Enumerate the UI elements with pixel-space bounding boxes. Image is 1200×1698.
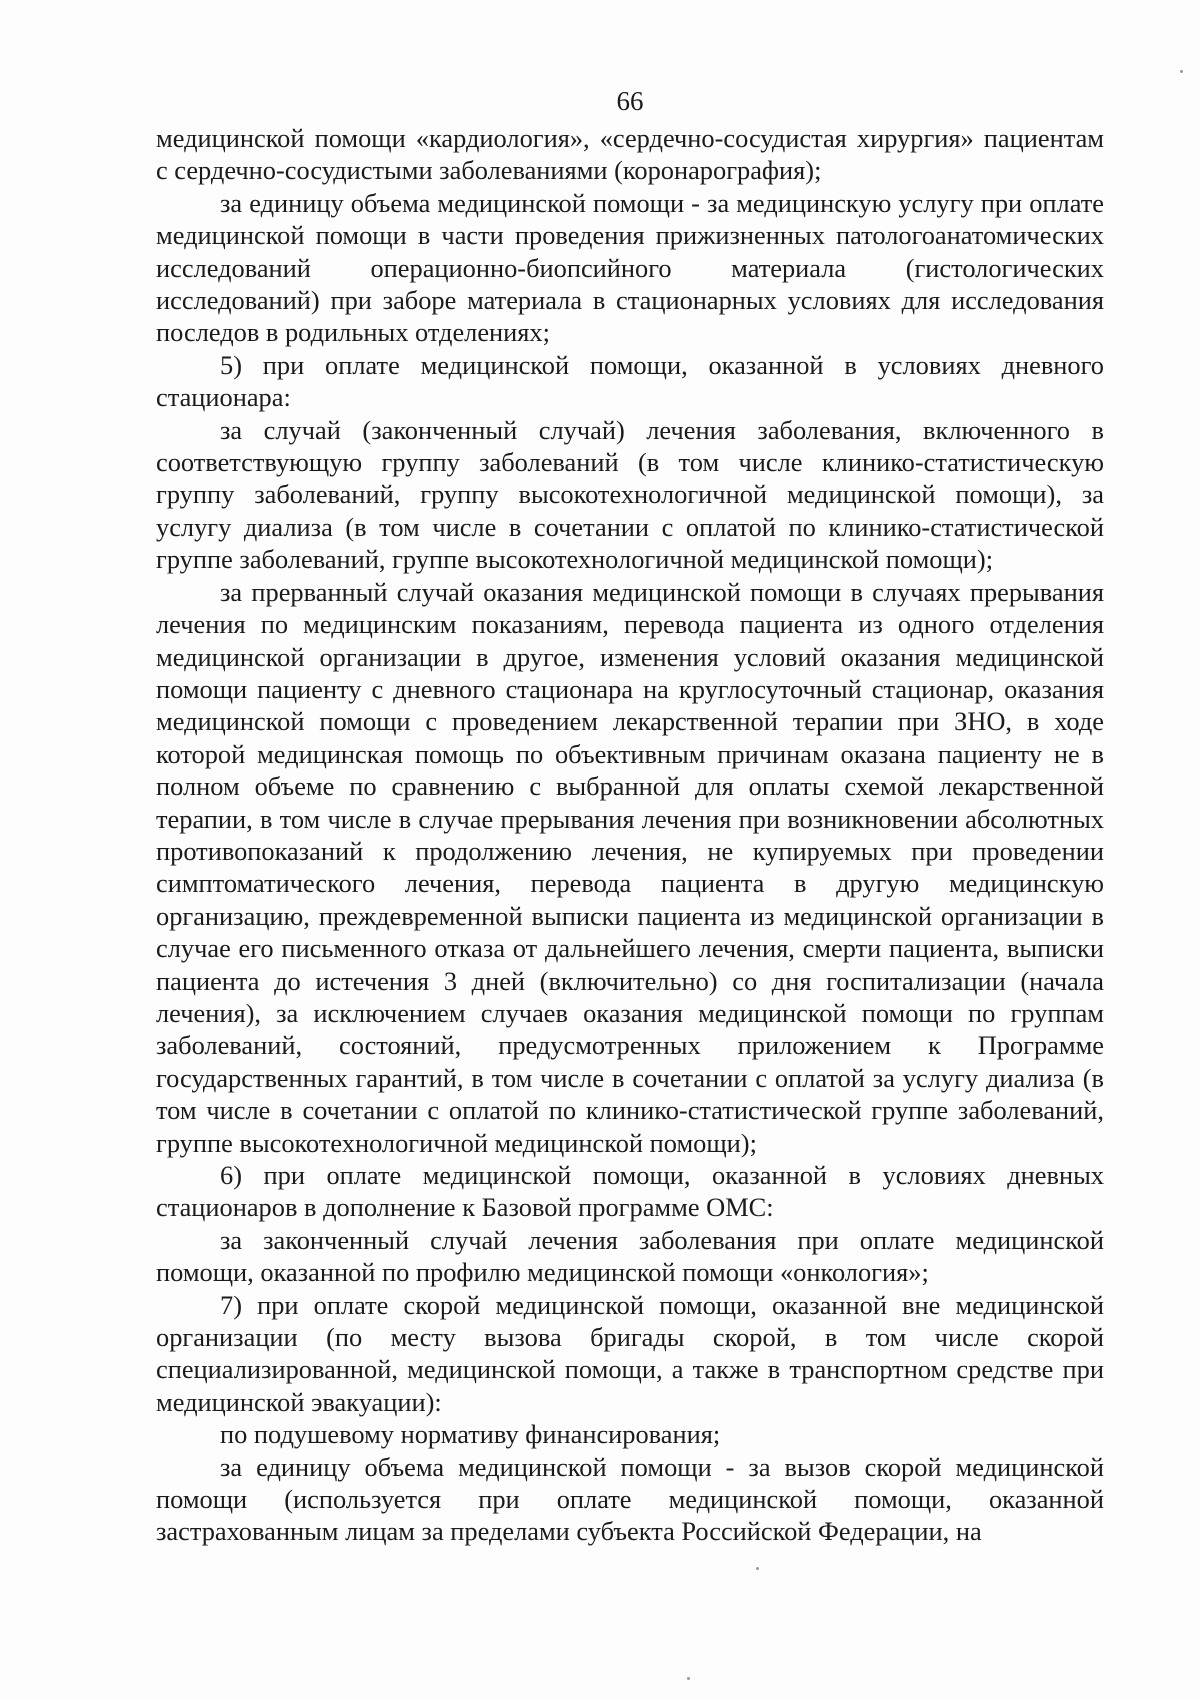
paragraph-per-capita: по подушевому нормативу финансирования;: [220, 1419, 721, 1450]
paragraph-completed-case: за случай (законченный случай) лечения заболевания, включенного в соответствующую группу заболеваний (в том числе клинико-статистическую группу заболеваний, группу высокотехнологичной медицинской помощи), за услугу диализа (в том числе в сочетании с оплатой по клинико-статистической группе заболеваний, группе высокотехнологичной медицинской помощи);: [156, 414, 1104, 575]
scan-speck: [756, 1567, 759, 1570]
paragraph-unit-of-volume: за единицу объема медицинской помощи - за медицинскую услугу при оплате медицинской помощи в части проведения прижизненных патологоанатомических исследований операционно-биопсийного материала (гистологических исследований) при заборе материала в стационарных условиях для исследования последов в родильных отделениях;: [156, 187, 1104, 348]
paragraph-continuation: медицинской помощи «кардиология», «сердечно-сосудистая хирургия» пациентам с сердечно-сосудистыми заболеваниями (коронарография);: [156, 123, 1104, 186]
page-number: 66: [616, 86, 644, 116]
paragraph-interrupted-case: за прерванный случай оказания медицинской помощи в случаях прерывания лечения по медицинским показаниям, перевода пациента из одного отделения медицинской организации в другое, изменения условий оказания медицинской помощи пациенту с дневного стационара на круглосуточный стационар, оказания медицинской помощи с проведением лекарственной терапии при ЗНО, в ходе которой медицинская помощь по объективным причинам оказана пациенту не в полном объеме по сравнению с выбранной для оплаты схемой лекарственной терапии, в том числе в случае прерывания лечения при возникновении абсолютных противопоказаний к продолжению лечения, не купируемых при проведении симптоматического лечения, перевода пациента в другую медицинскую организацию, преждевременной выписки пациента из медицинской организации в случае его письменного отказа от дальнейшего лечения, смерти пациента, выписки пациента до истечения 3 дней (включительно) со дня госпитализации (начала лечения), за исключением случаев оказания медицинской помощи по группам заболеваний, состояний, предусмотренных приложением к Программе государственных гарантий, в том числе в сочетании с оплатой за услугу диализа (в том числе в сочетании с оплатой по клинико-статистической группе заболеваний, группе высокотехнологичной медицинской помощи);: [156, 576, 1104, 1158]
paragraph-item-6: 6) при оплате медицинской помощи, оказанной в условиях дневных стационаров в дополнение к Базовой программе ОМС:: [156, 1160, 1104, 1223]
body-text: [156, 122, 1104, 1548]
paragraph-ambulance-call: за единицу объема медицинской помощи - за вызов скорой медицинской помощи (используется при оплате медицинской помощи, оказанной застрахованным лицам за пределами субъекта Российской Федерации, на: [156, 1451, 1104, 1547]
scan-speck: [1180, 70, 1183, 73]
paragraph-item-7: 7) при оплате скорой медицинской помощи, оказанной вне медицинской организации (по месту вызова бригады скорой, в том числе скорой специализированной, медицинской помощи, а также в транспортном средстве при медицинской эвакуации):: [156, 1289, 1104, 1417]
paragraph-oncology-case: за законченный случай лечения заболевания при оплате медицинской помощи, оказанной по профилю медицинской помощи «онкология»;: [156, 1224, 1104, 1288]
paragraph-item-5: 5) при оплате медицинской помощи, оказанной в условиях дневного стационара:: [156, 349, 1104, 413]
scan-speck: [687, 1677, 690, 1680]
